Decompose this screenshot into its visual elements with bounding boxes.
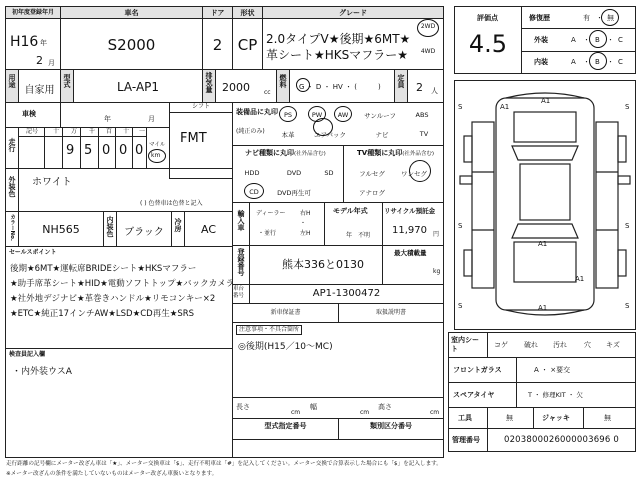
capacity-cell	[407, 69, 444, 103]
ac: AC	[200, 223, 216, 236]
usage-label: 用途	[8, 74, 16, 88]
mileage-label: 走行	[8, 138, 16, 152]
digit-sep-1	[62, 127, 63, 169]
equip-aw: AW	[337, 111, 349, 119]
import-parallel: ・並行	[258, 230, 277, 237]
shaken-month-unit: 月	[148, 115, 155, 123]
navi-hdd: HDD	[244, 169, 260, 177]
mileage-digit-1: 9	[66, 143, 75, 158]
steering-middot: ・	[300, 220, 307, 227]
front-glass-label: フロントガラス	[453, 366, 502, 374]
equip-navi: ナビ	[375, 131, 389, 139]
recycle-value: 11,970	[392, 225, 427, 236]
model-year-value: 年 不明	[346, 232, 371, 239]
navi-dvd-play: DVD再生可	[277, 189, 311, 197]
manual-label: 取扱説明書	[375, 309, 406, 316]
model-label: 型式	[63, 74, 71, 88]
int-grade-a: A	[571, 58, 576, 66]
import-dealer: ディーラー	[256, 210, 286, 217]
car-name: S2000	[107, 36, 156, 54]
record-divider	[44, 127, 45, 169]
first-reg-month: 2	[36, 54, 43, 67]
fuel-options: G ・ D ・ HV ・ ( )	[299, 83, 381, 91]
body-label: 形状	[240, 9, 255, 17]
int-grade-c: C	[618, 58, 623, 66]
tools-value: 無	[506, 414, 513, 422]
ext-label: 外装色	[8, 176, 16, 197]
repair-dot: ・	[596, 14, 603, 22]
height-label: 高さ	[378, 403, 392, 411]
sales-line-3: ★社外地デジナビ★革巻きハンドル★リモコンキー×2	[10, 294, 216, 304]
color-no: NH565	[42, 223, 80, 236]
history-line-1: ◎後期(H15／10〜MC)	[238, 342, 333, 352]
body: CP	[237, 36, 258, 54]
tv-oneseg-circle	[409, 160, 431, 182]
km-label: km	[151, 152, 161, 159]
equip-tv: TV	[419, 130, 429, 138]
class-label: 類別区分番号	[370, 422, 412, 430]
displacement-unit: cc	[264, 89, 271, 96]
mgmt-label: 管理番号	[452, 436, 480, 444]
digit-h4: 百	[106, 128, 113, 135]
diagram-mark-a1-front: A1	[500, 103, 510, 111]
plate-label: 登録番号	[237, 248, 245, 276]
navi-cd-circle	[244, 183, 264, 199]
equip-aw-circle	[334, 106, 352, 122]
inspector-line-1: ・内外装ウスA	[12, 367, 72, 377]
seat-tear: 破れ	[524, 341, 538, 349]
seat-hole: 穴	[584, 341, 591, 349]
fuel-g-circle	[296, 78, 310, 92]
car-diagram	[454, 80, 636, 330]
mgmt-value: 0203800026000003696 0	[503, 435, 620, 445]
first-reg-month-unit: 月	[48, 59, 55, 67]
record-label: 記号	[26, 128, 39, 135]
repair-sep-2	[521, 51, 636, 52]
equipment-label: 装備品に丸印	[236, 108, 278, 116]
exterior-label: 外装	[534, 36, 548, 44]
grade-label: グレード	[339, 9, 367, 17]
repair-yes: 有	[583, 14, 590, 22]
tv-sub-label: (社外品含む)	[402, 151, 434, 157]
equip-pw: PW	[311, 111, 323, 119]
jack-label: ジャッキ	[542, 414, 570, 422]
navi-sub-label: (社外品含む)	[294, 151, 326, 157]
sales-points-label: セールスポイント	[9, 249, 57, 256]
mileage-digit-3: 0	[102, 143, 111, 158]
color-change-note: ( ) 色替車は色替と記入	[140, 200, 203, 207]
sales-line-2: ★助手席革シート★HID★電動ソフトトップ★バックカメラ	[10, 279, 235, 289]
int-grade-b: B	[595, 58, 600, 66]
recycle-label: リサイクル預託金	[384, 207, 436, 215]
max-load-unit: kg	[433, 268, 441, 275]
jack-value: 無	[604, 414, 611, 422]
diagram-mark-a1-tail: A1	[538, 304, 548, 312]
ext-grade-dot2: ・	[607, 36, 614, 44]
ext-grade-a: A	[571, 36, 576, 44]
capacity-label: 定員	[397, 74, 405, 88]
navi-label	[245, 149, 326, 159]
navi-label-text: ナビ種類に丸印	[245, 149, 294, 157]
displacement: 2000	[222, 81, 250, 94]
front-glass-value: A ・ ×要交	[534, 366, 571, 374]
capacity-unit: 人	[431, 87, 438, 95]
chassis-label: 車台番号	[233, 286, 245, 299]
ext-color: ホワイト	[32, 177, 72, 188]
height-unit: cm	[430, 409, 440, 416]
repair-no: 無	[607, 14, 614, 22]
digit-h2: 万	[71, 128, 78, 135]
width-label: 幅	[310, 403, 317, 411]
int-color: ブラック	[124, 227, 164, 238]
doors: 2	[212, 36, 223, 54]
equip-leather-circle	[313, 118, 333, 136]
first-reg-era: H16	[10, 34, 39, 50]
equip-ps-circle	[279, 106, 297, 122]
capacity: 2	[416, 81, 423, 94]
digit-sep-2	[80, 127, 81, 169]
ext-grade-dot1: ・	[583, 36, 590, 44]
diagram-mark-a1-trunk: A1	[575, 275, 585, 283]
drive-2wd: 2WD	[420, 23, 436, 30]
digit-h3: 千	[89, 128, 96, 135]
digit-h6: 一	[139, 128, 146, 135]
equip-airbag: エアバック	[314, 131, 346, 139]
grade-line2: 革シート★HKSマフラー★	[266, 48, 409, 62]
fuel-label: 燃料	[279, 74, 287, 88]
ac-label: 冷房	[174, 218, 182, 232]
equip-leather: 本革	[281, 131, 295, 139]
blank-cell	[232, 439, 444, 458]
shaken-year-unit: 年	[104, 115, 111, 123]
tv-label	[357, 149, 434, 159]
digit-sep-3	[98, 127, 99, 169]
spare-label: スペアタイヤ	[453, 391, 495, 399]
score-label: 評価点	[477, 14, 498, 22]
steering-left: 左H	[300, 230, 311, 237]
ext-grade-c: C	[618, 36, 623, 44]
digit-sep-6	[146, 127, 147, 169]
shaken-label: 車検	[22, 110, 36, 118]
color-no-label: カラーNo.	[9, 214, 15, 241]
score: 4.5	[468, 30, 508, 58]
ext-grade-b: B	[595, 36, 600, 44]
max-load-label: 最大積載量	[394, 249, 427, 257]
equipment-sub-label: (純正のみ)	[236, 128, 265, 135]
import-label: 輸入車	[237, 210, 245, 231]
diagram-mark-s-5: S	[458, 302, 463, 310]
digit-sep-5	[132, 127, 133, 169]
displacement-label: 排気量	[205, 72, 213, 93]
dimensions-cell	[232, 397, 444, 419]
diagram-mark-s-6: S	[625, 302, 630, 310]
digit-h1: 十	[53, 128, 60, 135]
navi-dvd: DVD	[286, 169, 302, 177]
tv-fullseg: フルセグ	[359, 170, 385, 178]
model: LA-AP1	[116, 80, 160, 94]
footer-line-2: ※メーター改ざんの条件を満たしていないものはメーター改ざん車扱いとなります。	[6, 471, 218, 477]
diagram-mark-s-1: S	[458, 103, 463, 111]
warranty-label: 新車保証書	[270, 309, 301, 316]
grade-line1: 2.0タイプV★後期★6MT★	[266, 32, 411, 46]
width-unit: cm	[360, 409, 370, 416]
tv-label-text: TV種類に丸印	[357, 149, 403, 157]
tools-label: 工具	[458, 414, 472, 422]
sales-line-4: ★ETC★純正17インチAW★LSD★CD再生★SRS	[10, 309, 195, 319]
first-reg-label: 初年度登録年月	[11, 9, 54, 16]
seat-dirt: 汚れ	[553, 341, 567, 349]
repair-no-circle	[601, 9, 619, 26]
diagram-mark-a1-rear: A1	[538, 240, 548, 248]
chassis: AP1-1300472	[312, 288, 381, 299]
first-reg-year-unit: 年	[40, 39, 47, 47]
digit-header-line	[18, 136, 146, 137]
diagram-mark-s-2: S	[625, 103, 630, 111]
ext-grade-b-circle	[589, 30, 607, 48]
recycle-unit: 円	[433, 231, 440, 238]
steering-right: 右H	[300, 210, 311, 217]
length-unit: cm	[291, 409, 301, 416]
int-grade-dot2: ・	[607, 58, 614, 66]
diagram-mark-s-4: S	[625, 222, 630, 230]
int-grade-dot1: ・	[583, 58, 590, 66]
digit-h5: 十	[123, 128, 130, 135]
shift-divider	[169, 112, 233, 113]
spare-value: T ・ 修理KIT ・ 欠	[528, 391, 583, 399]
mileage-digit-2: 5	[84, 143, 93, 158]
interior-label: 内装	[534, 58, 548, 66]
model-year-label: モデル年式	[333, 207, 368, 215]
diagram-mark-s-3: S	[458, 222, 463, 230]
int-label: 内装色	[106, 216, 114, 237]
equip-sunroof: サンルーフ	[364, 112, 396, 120]
digit-sep-4	[115, 127, 116, 169]
navi-cd: CD	[249, 188, 259, 196]
equip-abs: ABS	[415, 111, 429, 119]
model-cert-label: 型式指定番号	[264, 422, 307, 430]
doors-label: ドア	[210, 9, 225, 17]
seat-scratch: キズ	[606, 341, 620, 349]
drive-4wd: 4WD	[420, 48, 436, 55]
shift: FMT	[180, 131, 207, 146]
interior-seat-label: 室内シート	[451, 336, 479, 353]
diagram-mark-a1-top: A1	[541, 97, 551, 105]
import-cell	[249, 202, 325, 246]
mile-label: マイル	[149, 142, 166, 148]
history-label: 注意事項・不具合箇所	[236, 325, 302, 335]
navi-sd: SD	[324, 169, 334, 177]
sales-line-1: 後期★6MT★運転席BRIDEシート★HKSマフラー	[10, 264, 197, 274]
int-grade-b-circle	[589, 52, 607, 70]
tv-analog: アナログ	[359, 189, 385, 197]
seat-burn: コゲ	[494, 341, 508, 349]
length-label: 長さ	[236, 403, 250, 411]
mileage-digit-4: 0	[119, 143, 128, 158]
equip-ps: PS	[283, 111, 293, 119]
mileage-digit-5: 0	[135, 143, 144, 158]
inspector-label: 検査員記入欄	[9, 351, 46, 358]
footer-line-1: 走行距離の記号欄にメーター改ざん車は「★」、メーター交換車は「$」、走行不明車は「#」を記入してください。メーター交換で合算表示した場合にも「$」を記入します。	[6, 461, 442, 467]
repair-label: 修復歴	[529, 14, 550, 22]
plate: 熊本336と0130	[282, 258, 364, 271]
car-name-label: 車名	[124, 9, 139, 17]
usage: 自家用	[24, 85, 55, 96]
tv-oneseg: ワンセグ	[401, 170, 427, 178]
shift-label: シフト	[192, 103, 211, 110]
repair-sep-1	[521, 28, 636, 29]
